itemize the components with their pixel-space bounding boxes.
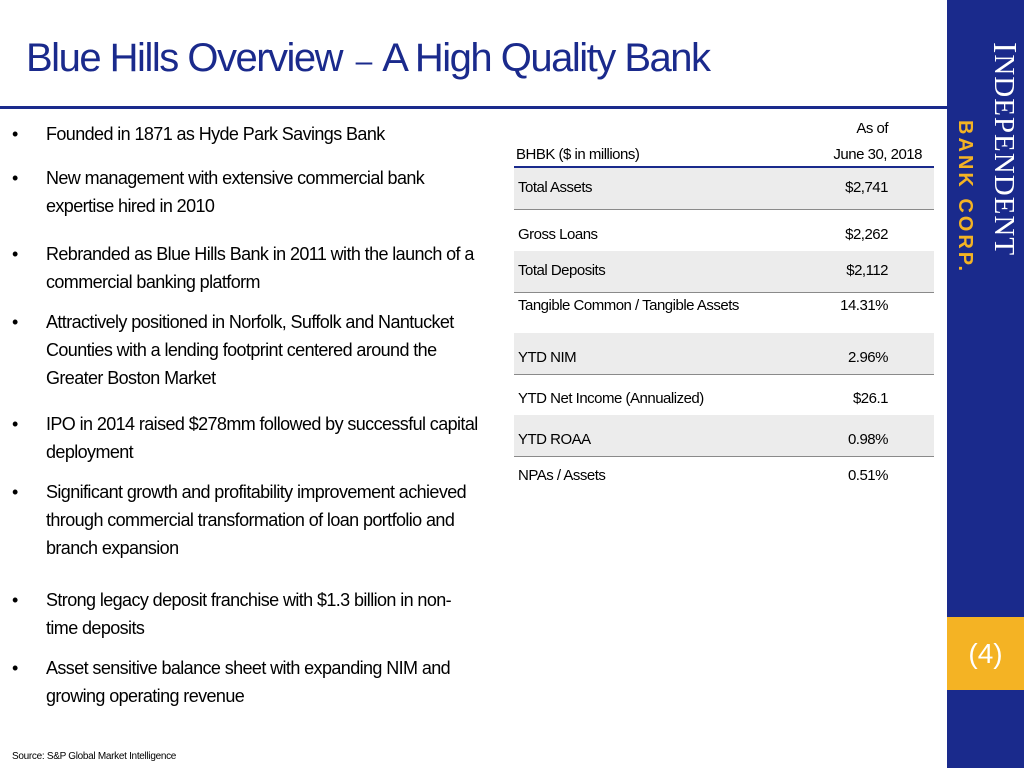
- table-row: [514, 292, 934, 334]
- table-header-as-of: As of: [856, 120, 888, 137]
- row-value: $26.1: [852, 390, 888, 407]
- row-value: 14.31%: [840, 297, 888, 314]
- row-label: NPAs / Assets: [518, 467, 606, 484]
- row-value: 0.51%: [847, 467, 888, 484]
- row-label: Total Deposits: [518, 262, 606, 279]
- source-footnote: Source: S&P Global Market Intelligence: [12, 751, 177, 762]
- row-value: 0.98%: [847, 431, 888, 448]
- logo-wordmark: INDEPENDENT: [986, 42, 1023, 257]
- table-row: [514, 456, 934, 497]
- brand-sidebar: [947, 0, 1024, 768]
- row-value: $2,112: [846, 262, 888, 279]
- bullet-text: Rebranded as Blue Hills Bank in 2011 with the launch of a commercial banking platform: [46, 244, 474, 292]
- bullet-item: [12, 410, 482, 466]
- bullet-icon: •: [12, 244, 18, 264]
- row-value: $2,262: [845, 226, 888, 243]
- company-logo: [947, 0, 1024, 275]
- row-label: YTD NIM: [518, 349, 577, 366]
- bullet-item: [12, 240, 482, 296]
- table-row: [514, 333, 934, 375]
- bullet-icon: •: [12, 482, 18, 502]
- bullet-icon: •: [12, 312, 18, 332]
- page-number-badge: [947, 617, 1024, 690]
- row-value: $2,741: [845, 179, 888, 196]
- bullet-text: Significant growth and profitability improvement achieved through commercial transformation of loan portfolio and branch expansion: [46, 482, 467, 558]
- bullet-icon: •: [12, 414, 18, 434]
- row-label: Gross Loans: [518, 226, 598, 243]
- table-row: [514, 251, 934, 293]
- title-part-1: Blue Hills Overview: [26, 36, 343, 80]
- row-label: Tangible Common / Tangible Assets: [518, 297, 739, 314]
- bullet-text: Strong legacy deposit franchise with $1.3 billion in non-time deposits: [46, 590, 452, 638]
- title-divider: [0, 106, 947, 109]
- title-part-2: A High Quality Bank: [382, 36, 710, 80]
- bullet-item: [12, 478, 482, 562]
- table-row: [514, 415, 934, 457]
- table-header-date: June 30, 2018: [833, 146, 922, 163]
- bullet-text: Founded in 1871 as Hyde Park Savings Bank: [46, 124, 385, 144]
- financial-summary-table: [514, 120, 934, 495]
- row-value: 2.96%: [847, 349, 888, 366]
- page-title: [26, 36, 710, 81]
- bullet-item: [12, 586, 482, 642]
- bullet-icon: •: [12, 124, 18, 144]
- overview-bullet-list: [0, 120, 500, 720]
- bullet-icon: •: [12, 658, 18, 678]
- bullet-text: IPO in 2014 raised $278mm followed by successful capital deployment: [46, 414, 478, 462]
- bullet-icon: •: [12, 590, 18, 610]
- table-row: [514, 374, 934, 416]
- table-row: [514, 210, 934, 252]
- table-header-label: BHBK ($ in millions): [516, 146, 640, 163]
- logo-subtitle: BANK CORP.: [954, 120, 976, 275]
- row-label: Total Assets: [518, 179, 593, 196]
- table-row: [514, 168, 934, 210]
- bullet-item: [12, 654, 482, 710]
- bullet-icon: •: [12, 168, 18, 188]
- bullet-text: New management with extensive commercial bank expertise hired in 2010: [46, 168, 425, 216]
- row-label: YTD ROAA: [518, 431, 591, 448]
- bullet-text: Asset sensitive balance sheet with expanding NIM and growing operating revenue: [46, 658, 451, 706]
- title-dash: –: [355, 45, 371, 78]
- row-label: YTD Net Income (Annualized): [518, 390, 704, 407]
- bullet-item: [12, 120, 482, 148]
- bullet-text: Attractively positioned in Norfolk, Suffolk and Nantucket Counties with a lending footprint centered around the Greater Boston Market: [46, 312, 454, 388]
- page-number: (4): [968, 637, 1003, 669]
- bullet-item: [12, 308, 482, 392]
- bullet-item: [12, 164, 482, 220]
